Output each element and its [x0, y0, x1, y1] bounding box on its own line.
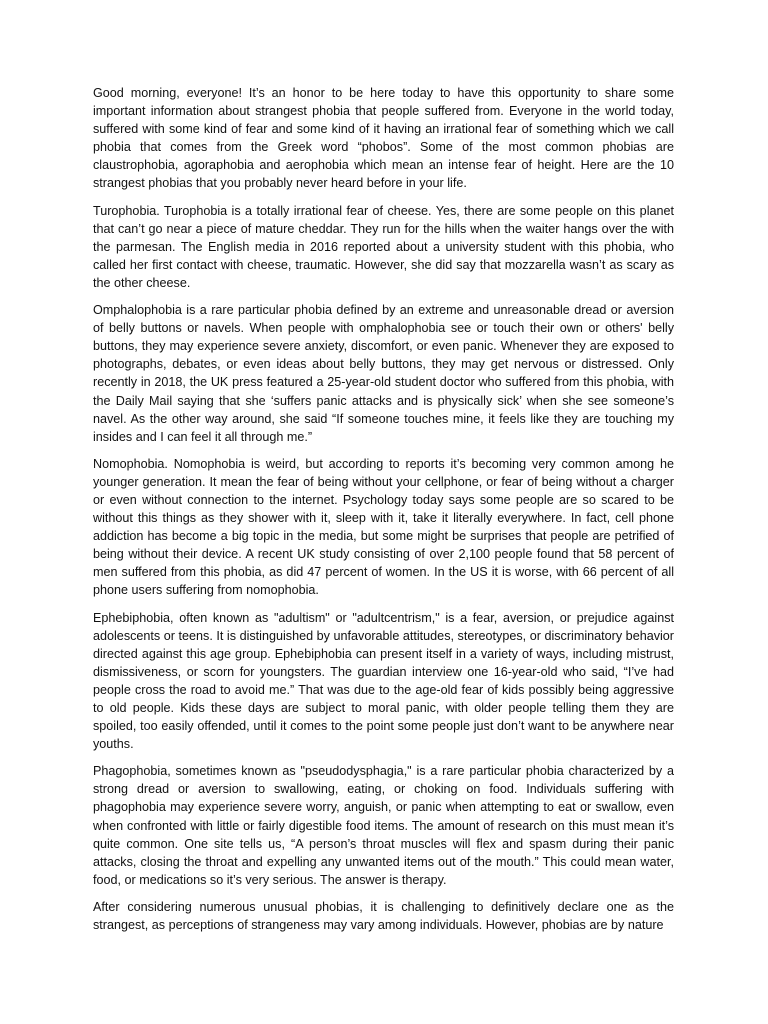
paragraph-intro: Good morning, everyone! It’s an honor to be here today to have this opportunity to share some important information about strangest phobia that people suffered from. Everyone in the world today, suffered with some kind of fear and some kind of it having an irrational fear of something which we call phobia that comes from the Greek word “phobos”. Some of the most common phobias are claustrophobia, agoraphobia and aerophobia which mean an intense fear of height. Here are the 10 strangest phobias that you probably never heard before in your life.	[93, 86, 674, 191]
paragraph-phagophobia: Phagophobia, sometimes known as "pseudodysphagia," is a rare particular phobia characterized by a strong dread or aversion to swallowing, eating, or choking on food. Individuals suffering with phagophobia may experience severe worry, anguish, or panic when attempting to eat or swallow, even when confronted with little or fairly digestible food items. The amount of research on this must mean it’s quite common. One site tells us, “A person’s throat muscles will flex and spasm during their panic attacks, closing the throat and expelling any unwanted items out of the mouth.” This could mean water, food, or medications so it’s very serious. The answer is therapy.	[93, 764, 674, 887]
paragraph-nomophobia: Nomophobia. Nomophobia is weird, but according to reports it’s becoming very common among he younger generation. It mean the fear of being without your cellphone, or fear of being without a charger or even without connection to the internet. Psychology today says some people are so scared to be without this things as they shower with it, sleep with it, take it literally everywhere. In fact, cell phone addiction has become a big topic in the media, but some might be surprises that people are petrified of being without their device. A recent UK study consisting of over 2,100 people found that 58 percent of men suffered from this phobia, as did 47 percent of women. In the US it is worse, with 66 percent of all phone users suffering from nomophobia.	[93, 456, 674, 598]
paragraph-turophobia: Turophobia. Turophobia is a totally irrational fear of cheese. Yes, there are some people on this planet that can’t go near a piece of mature cheddar. They run for the hills when the waiter hangs over the with the parmesan. The English media in 2016 reported about a university student with this phobia, who called her first contact with cheese, traumatic. However, she did say that mozzarella wasn’t as scary as the other cheese.	[93, 203, 674, 290]
paragraph-omphalophobia: Omphalophobia is a rare particular phobia defined by an extreme and unreasonable dread or aversion of belly buttons or navels. When people with omphalophobia see or touch their own or others' belly buttons, they may experience severe anxiety, discomfort, or even panic. Whenever they are exposed to photographs, debates, or even ideas about belly buttons, they may get nervous or distressed. Only recently in 2018, the UK press featured a 25-year-old student doctor who suffered from this phobia, with the Daily Mail saying that she ‘suffers panic attacks and is physically sick’ when she see someone’s navel. As the other way around, she said “If someone touches mine, it feels like they are touching my insides and I can feel it all through me.”	[93, 303, 674, 444]
paragraph-conclusion: After considering numerous unusual phobias, it is challenging to definitively declare one as the strangest, as perceptions of strangeness may vary among individuals. However, phobias are by nature	[93, 899, 674, 933]
paragraph-ephebiphobia: Ephebiphobia, often known as "adultism" or "adultcentrism," is a fear, aversion, or prejudice against adolescents or teens. It is distinguished by unfavorable attitudes, stereotypes, or discriminatory behavior directed against this age group. Ephebiphobia can present itself in a variety of ways, including mistrust, dismissiveness, or scorn for youngsters. The guardian interview one 16-year-old who said, “I’ve had people cross the road to avoid me.” That was due to the age-old fear of kids possibly being aggressive to old people. Kids these days are subject to moral panic, with older people telling them they are spoiled, too easily offended, until it comes to the point some people just don’t want to be anywhere near youths.	[93, 610, 674, 752]
document-page	[93, 84, 674, 943]
